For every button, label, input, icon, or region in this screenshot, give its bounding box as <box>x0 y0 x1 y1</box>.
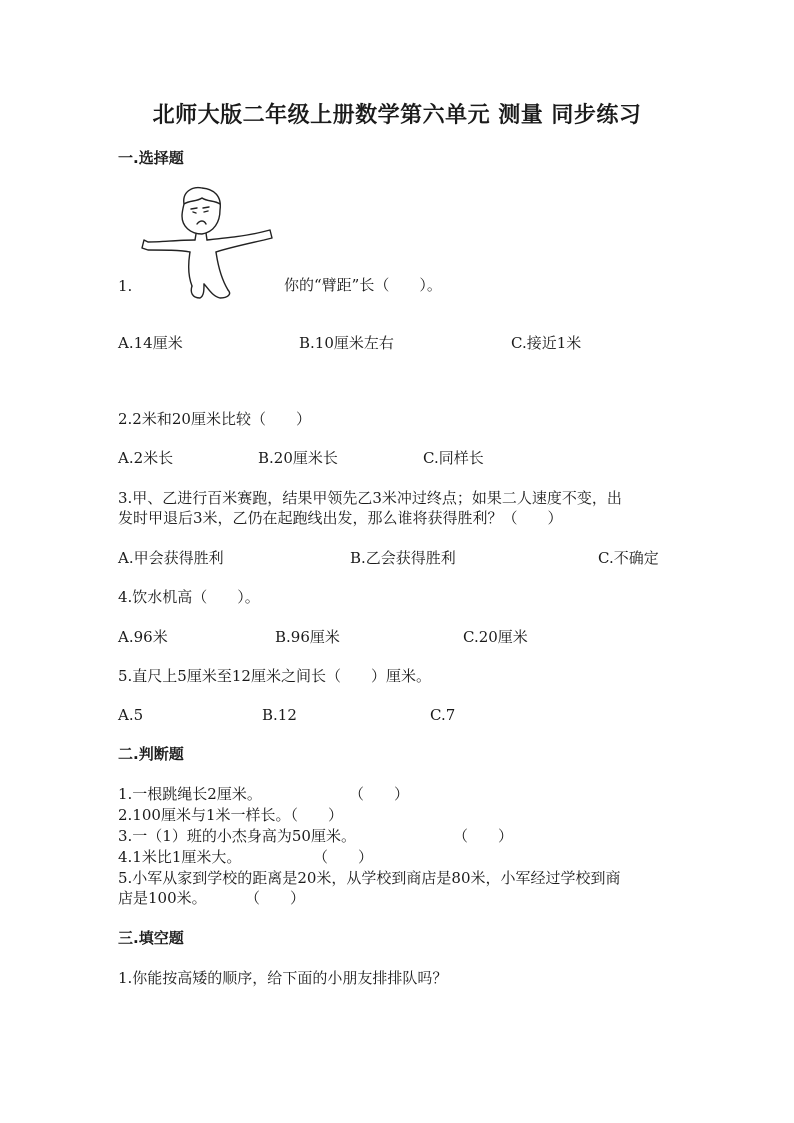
option-b: B.乙会获得胜利 <box>350 549 456 567</box>
option-c: C.不确定 <box>598 549 659 567</box>
section-heading-choice: 一.选择题 <box>118 149 184 167</box>
answer-parentheses: （ ） <box>245 889 306 907</box>
question-stem: 5.直尺上5厘米至12厘米之间长（ ）厘米。 <box>118 667 431 685</box>
judge-item-2: 2.100厘米与1米一样长。（ ） <box>118 806 343 824</box>
question-stem: 你的“臂距”长（ ）。 <box>284 276 442 294</box>
judge-item-4: 4.1米比1厘米大。 <box>118 848 242 866</box>
page-title: 北师大版二年级上册数学第六单元 测量 同步练习 <box>152 102 642 128</box>
question-stem: 2.2米和20厘米比较（ ） <box>118 410 311 428</box>
judge-item-5-line-2: 店是100米。 <box>118 889 207 907</box>
option-a: A.2米长 <box>118 449 174 467</box>
option-b: B.20厘米长 <box>258 449 338 467</box>
option-b: B.12 <box>262 706 297 724</box>
option-b: B.96厘米 <box>275 628 340 646</box>
section-heading-judge: 二.判断题 <box>118 745 184 763</box>
answer-parentheses: （ ） <box>313 848 374 866</box>
fill-question-1: 1.你能按高矮的顺序，给下面的小朋友排排队吗？ <box>118 969 448 987</box>
option-c: C.7 <box>430 706 456 724</box>
question-number: 1. <box>118 277 133 295</box>
option-a: A.14厘米 <box>118 334 183 352</box>
child-arms-outstretched-icon <box>138 182 276 304</box>
option-c: C.同样长 <box>423 449 484 467</box>
option-a: A.甲会获得胜利 <box>118 549 224 567</box>
option-b: B.10厘米左右 <box>299 334 394 352</box>
answer-parentheses: （ ） <box>349 785 410 803</box>
option-a: A.5 <box>118 706 144 724</box>
option-c: C.接近1米 <box>511 334 582 352</box>
question-stem-line-2: 发时甲退后3米，乙仍在起跑线出发，那么谁将获得胜利？（ ） <box>118 509 563 527</box>
section-heading-fill: 三.填空题 <box>118 929 184 947</box>
option-c: C.20厘米 <box>463 628 528 646</box>
judge-item-1: 1.一根跳绳长2厘米。 <box>118 785 262 803</box>
judge-item-5-line-1: 5.小军从家到学校的距离是20米，从学校到商店是80米，小军经过学校到商 <box>118 869 621 887</box>
judge-item-3: 3.一（1）班的小杰身高为50厘米。 <box>118 827 356 845</box>
question-stem-line-1: 3.甲、乙进行百米赛跑，结果甲领先乙3米冲过终点；如果二人速度不变，出 <box>118 489 622 507</box>
question-stem: 4.饮水机高（ ）。 <box>118 588 260 606</box>
option-a: A.96米 <box>118 628 168 646</box>
answer-parentheses: （ ） <box>453 827 514 845</box>
